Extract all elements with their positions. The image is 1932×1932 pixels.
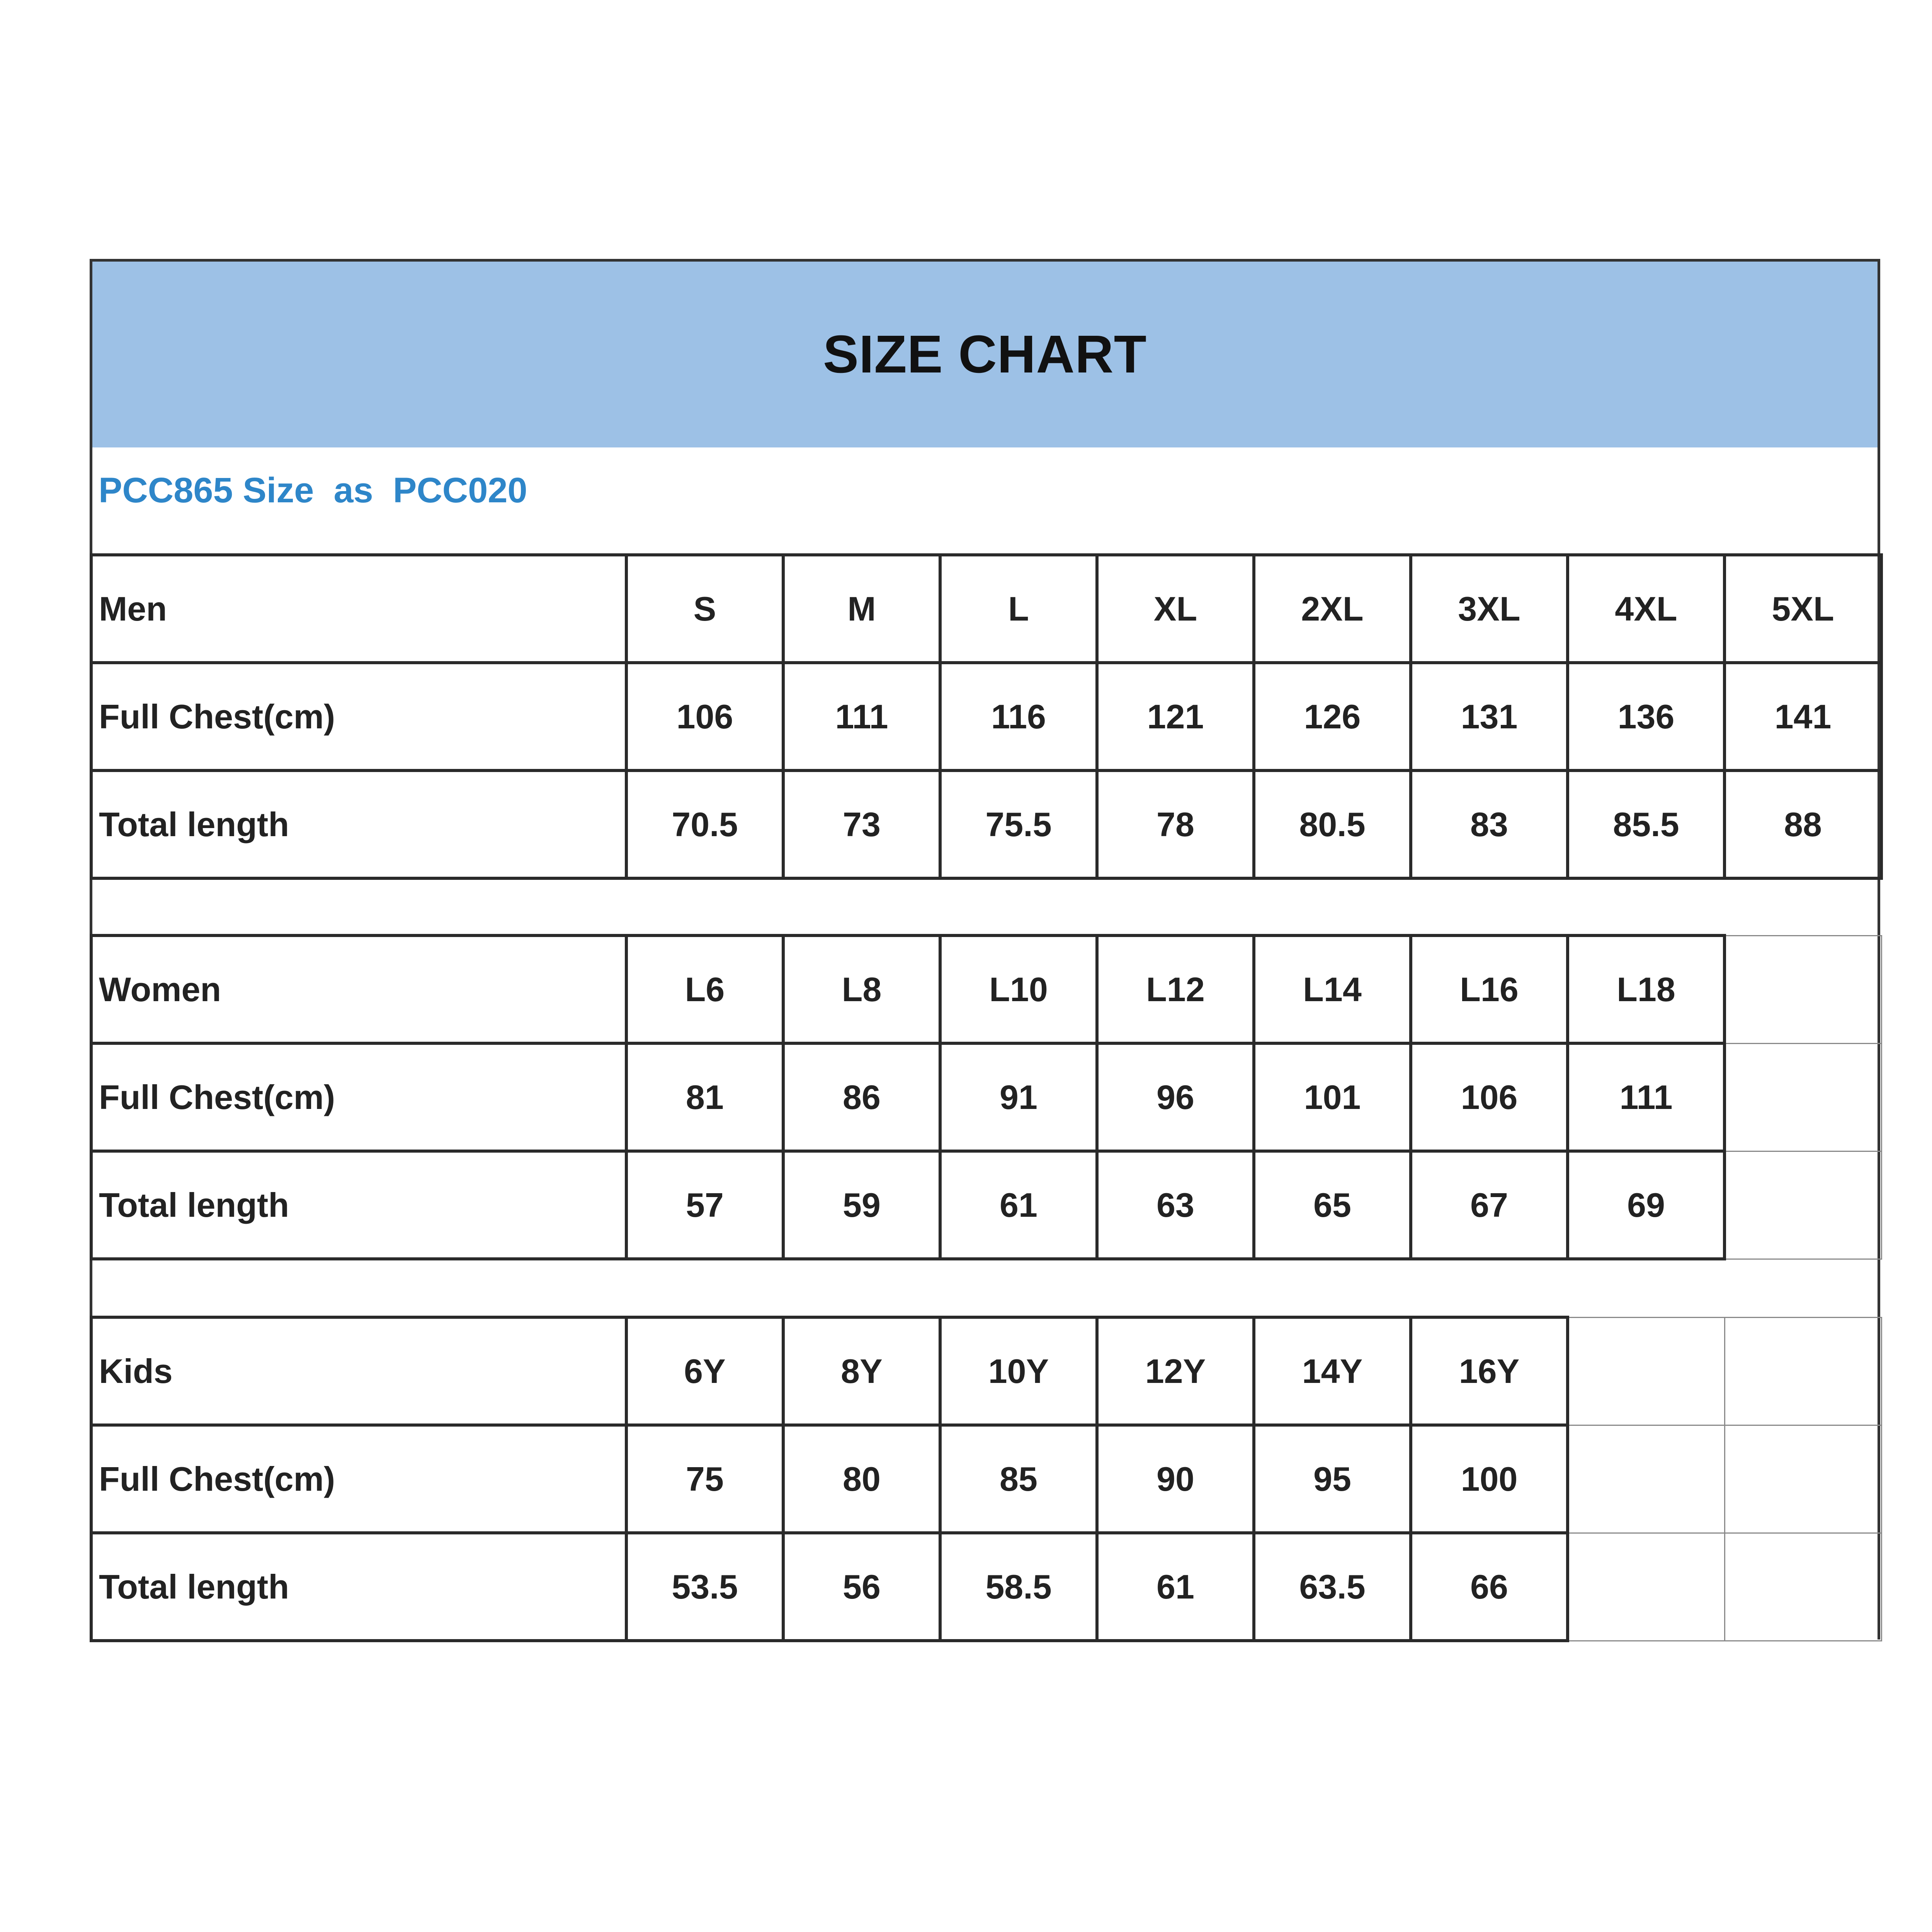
size-cell: XL <box>1097 555 1254 663</box>
row-label: Full Chest(cm) <box>91 663 626 770</box>
size-cell: 61 <box>1097 1533 1254 1641</box>
size-cell: L16 <box>1411 935 1568 1043</box>
size-cell: 81 <box>626 1043 783 1151</box>
empty-cell <box>1725 1425 1881 1533</box>
women-size-table <box>90 934 1882 1260</box>
women-total-length-row <box>91 1151 1881 1259</box>
kids-total-length-row <box>91 1533 1881 1641</box>
size-cell: 57 <box>626 1151 783 1259</box>
women-size-row <box>91 935 1881 1043</box>
size-cell: 2XL <box>1254 555 1411 663</box>
size-cell: 73 <box>783 770 940 878</box>
kids-size-row <box>91 1317 1881 1425</box>
size-cell: 121 <box>1097 663 1254 770</box>
size-cell: 75 <box>626 1425 783 1533</box>
size-cell: 70.5 <box>626 770 783 878</box>
row-label: Total length <box>91 1533 626 1641</box>
size-cell: 111 <box>783 663 940 770</box>
row-label: Full Chest(cm) <box>91 1043 626 1151</box>
size-cell: M <box>783 555 940 663</box>
size-cell: L6 <box>626 935 783 1043</box>
size-cell: L8 <box>783 935 940 1043</box>
size-cell: 83 <box>1411 770 1568 878</box>
size-cell: 80 <box>783 1425 940 1533</box>
size-cell: 6Y <box>626 1317 783 1425</box>
size-cell: 141 <box>1725 663 1881 770</box>
size-cell: 80.5 <box>1254 770 1411 878</box>
size-cell: L <box>940 555 1097 663</box>
empty-cell <box>1725 935 1881 1043</box>
size-cell: 95 <box>1254 1425 1411 1533</box>
size-cell: 63.5 <box>1254 1533 1411 1641</box>
size-cell: 59 <box>783 1151 940 1259</box>
women-full-chest-row <box>91 1043 1881 1151</box>
size-cell: 61 <box>940 1151 1097 1259</box>
size-cell: 16Y <box>1411 1317 1568 1425</box>
empty-cell <box>1568 1317 1725 1425</box>
size-cell: 90 <box>1097 1425 1254 1533</box>
empty-cell <box>1725 1317 1881 1425</box>
chart-title: SIZE CHART <box>823 325 1147 384</box>
size-cell: 75.5 <box>940 770 1097 878</box>
chart-subtitle: PCC865 Size as PCC020 <box>99 471 527 510</box>
section-spacer <box>92 880 1878 938</box>
men-total-length-row <box>91 770 1881 878</box>
men-size-row <box>91 555 1881 663</box>
size-cell: 85.5 <box>1568 770 1725 878</box>
row-label: Full Chest(cm) <box>91 1425 626 1533</box>
size-cell: 53.5 <box>626 1533 783 1641</box>
row-label: Kids <box>91 1317 626 1425</box>
empty-cell <box>1725 1533 1881 1641</box>
row-label: Total length <box>91 770 626 878</box>
size-cell: 67 <box>1411 1151 1568 1259</box>
size-cell: 3XL <box>1411 555 1568 663</box>
size-chart <box>90 259 1880 1639</box>
size-cell: 5XL <box>1725 555 1881 663</box>
size-cell: L18 <box>1568 935 1725 1043</box>
size-cell: 85 <box>940 1425 1097 1533</box>
size-cell: 8Y <box>783 1317 940 1425</box>
empty-cell <box>1725 1151 1881 1259</box>
size-cell: 63 <box>1097 1151 1254 1259</box>
size-cell: 106 <box>626 663 783 770</box>
section-spacer <box>92 1262 1878 1320</box>
size-cell: 14Y <box>1254 1317 1411 1425</box>
size-cell: 65 <box>1254 1151 1411 1259</box>
size-cell: 126 <box>1254 663 1411 770</box>
size-cell: 69 <box>1568 1151 1725 1259</box>
title-band <box>92 262 1878 447</box>
size-cell: 96 <box>1097 1043 1254 1151</box>
size-cell: 78 <box>1097 770 1254 878</box>
row-label: Total length <box>91 1151 626 1259</box>
size-cell: 116 <box>940 663 1097 770</box>
row-label: Men <box>91 555 626 663</box>
size-cell: S <box>626 555 783 663</box>
size-cell: 136 <box>1568 663 1725 770</box>
size-cell: 106 <box>1411 1043 1568 1151</box>
row-label: Women <box>91 935 626 1043</box>
kids-full-chest-row <box>91 1425 1881 1533</box>
empty-cell <box>1725 1043 1881 1151</box>
empty-cell <box>1568 1425 1725 1533</box>
men-size-table <box>90 553 1883 880</box>
empty-cell <box>1568 1533 1725 1641</box>
size-cell: L14 <box>1254 935 1411 1043</box>
size-cell: 88 <box>1725 770 1881 878</box>
size-cell: 56 <box>783 1533 940 1641</box>
men-full-chest-row <box>91 663 1881 770</box>
size-cell: 91 <box>940 1043 1097 1151</box>
size-cell: 66 <box>1411 1533 1568 1641</box>
size-cell: 12Y <box>1097 1317 1254 1425</box>
size-cell: 4XL <box>1568 555 1725 663</box>
kids-size-table <box>90 1316 1882 1642</box>
size-cell: 100 <box>1411 1425 1568 1533</box>
size-cell: L12 <box>1097 935 1254 1043</box>
size-cell: 86 <box>783 1043 940 1151</box>
size-cell: L10 <box>940 935 1097 1043</box>
size-cell: 111 <box>1568 1043 1725 1151</box>
size-cell: 58.5 <box>940 1533 1097 1641</box>
size-cell: 101 <box>1254 1043 1411 1151</box>
size-cell: 131 <box>1411 663 1568 770</box>
size-cell: 10Y <box>940 1317 1097 1425</box>
